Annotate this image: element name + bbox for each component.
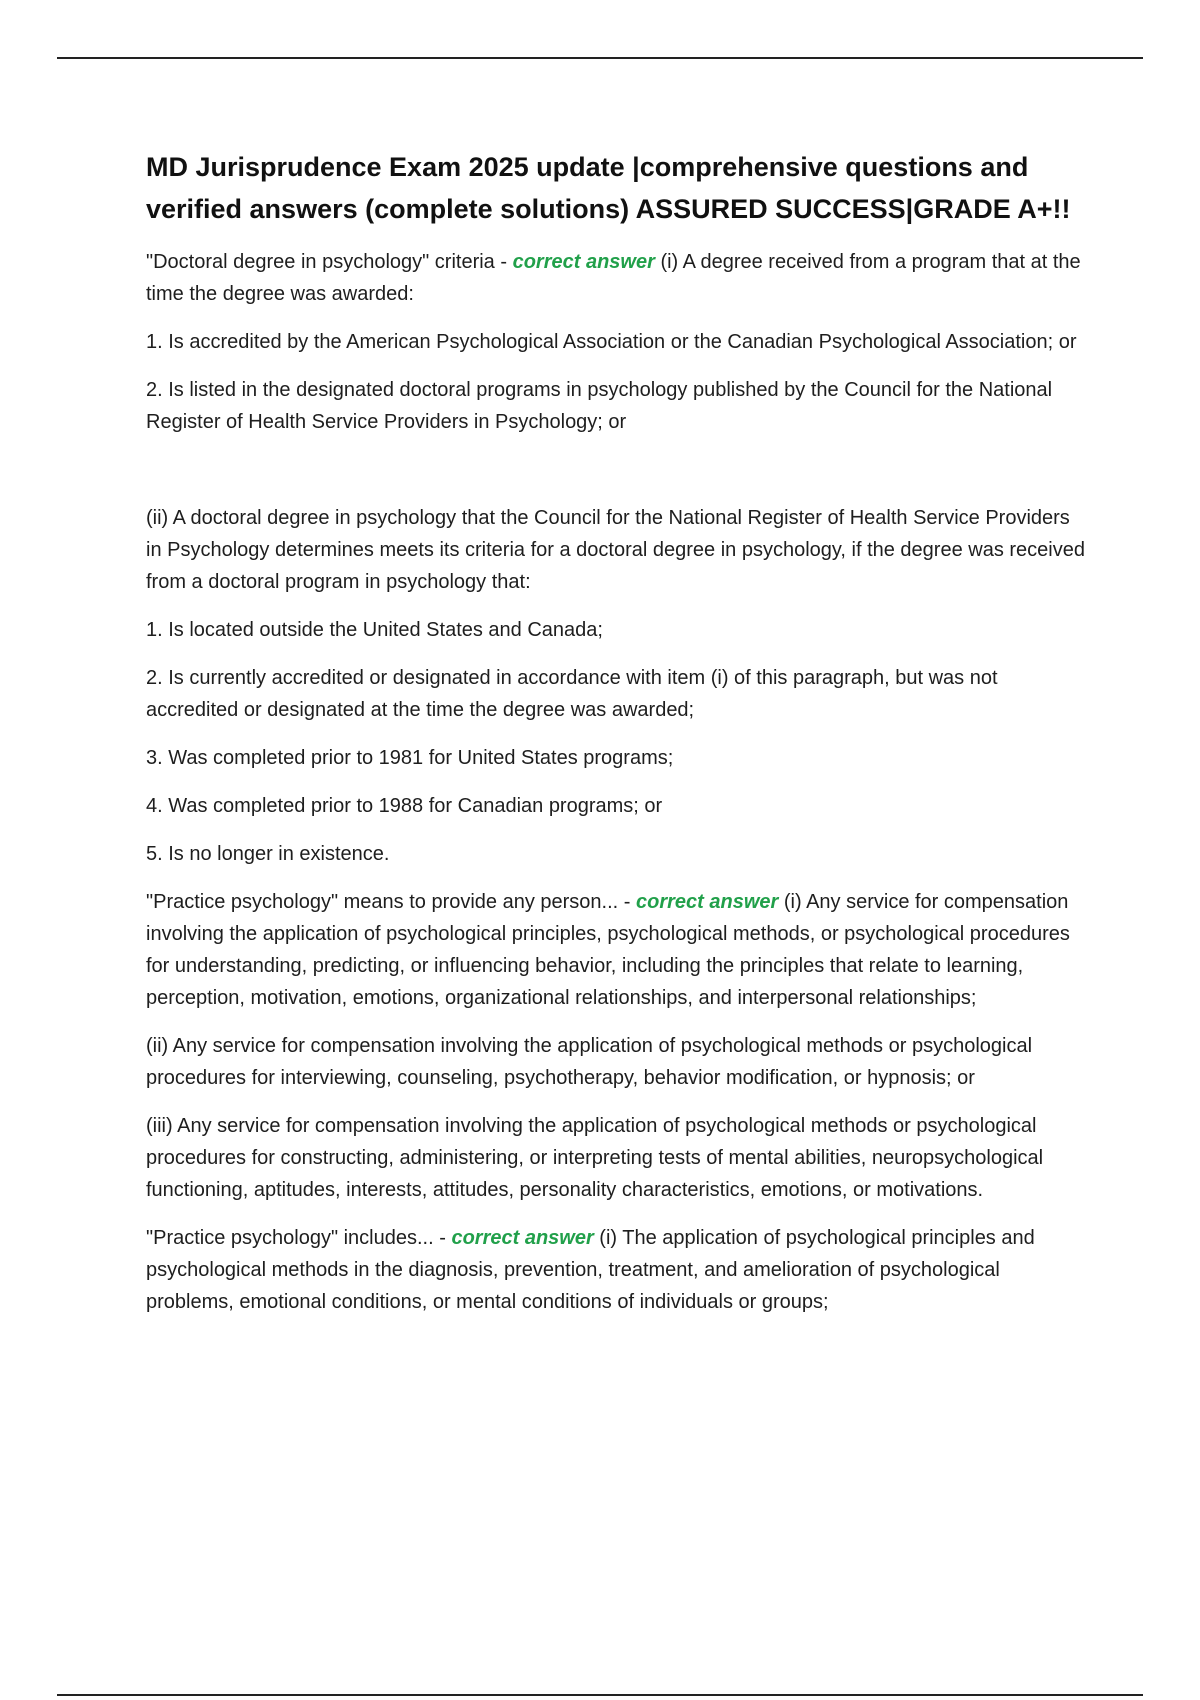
answer-3-text: (i) The application of psychological principles and psychological methods in the diagnosis, prevention, treatment, and amelioration of psychological problems, emotional conditions, or mental conditions of individuals or groups; <box>146 1227 1035 1313</box>
list-item: 4. Was completed prior to 1988 for Canadian programs; or <box>146 795 663 817</box>
correct-answer-label: correct answer <box>512 251 655 273</box>
list-item: 2. Is listed in the designated doctoral programs in psychology published by the Council for the National Register of Health Service Providers in Psychology; or <box>146 379 1053 433</box>
correct-answer-label: correct answer <box>636 891 779 913</box>
list-item: 2. Is currently accredited or designated in accordance with item (i) of this paragraph, but was not accredited or designated at the time the degree was awarded; <box>146 667 998 721</box>
question-3 <box>146 1222 1086 1318</box>
list-item: 1. Is accredited by the American Psychological Association or the Canadian Psychological Association; or <box>146 331 1077 353</box>
footer-rule <box>57 1694 1143 1696</box>
list-item: 5. Is no longer in existence. <box>146 843 390 865</box>
document-title: MD Jurisprudence Exam 2025 update |comprehensive questions and verified answers (complete solutions) ASSURED SUCCESS|GRADE A+!! <box>146 152 1071 224</box>
list-item: (iii) Any service for compensation involving the application of psychological methods or psychological procedures for constructing, administering, or interpreting tests of mental abilities, neuropsychological functioning, aptitudes, interests, attitudes, personality characteristics, emotions, or motivations. <box>146 1115 1044 1201</box>
list-item: 3. Was completed prior to 1981 for United States programs; <box>146 747 674 769</box>
question-3-text: "Practice psychology" includes... - <box>146 1227 452 1249</box>
document-body <box>146 146 1086 1334</box>
correct-answer-label: correct answer <box>451 1227 594 1249</box>
answer-1-part-ii: (ii) A doctoral degree in psychology that the Council for the National Register of Health Service Providers in Psychology determines meets its criteria for a doctoral degree in psychology, if the degree was received from a doctoral program in psychology that: <box>146 507 1085 593</box>
list-item: (ii) Any service for compensation involving the application of psychological methods or psychological procedures for interviewing, counseling, psychotherapy, behavior modification, or hypnosis; or <box>146 1035 1033 1089</box>
question-2-text: "Practice psychology" means to provide any person... - <box>146 891 636 913</box>
question-1-text: "Doctoral degree in psychology" criteria - <box>146 251 513 273</box>
header-rule <box>57 57 1143 59</box>
answer-2-text: (i) Any service for compensation involving the application of psychological principles, psychological methods, or psychological procedures for understanding, predicting, or influencing behavior, including the principles that relate to learning, perception, motivation, emotions, organizational relationships, and interpersonal relationships; <box>146 891 1070 1009</box>
list-item: 1. Is located outside the United States and Canada; <box>146 619 603 641</box>
question-2 <box>146 886 1086 1014</box>
question-1 <box>146 246 1086 310</box>
answer-1-text: (i) A degree received from a program that at the time the degree was awarded: <box>146 251 1081 305</box>
